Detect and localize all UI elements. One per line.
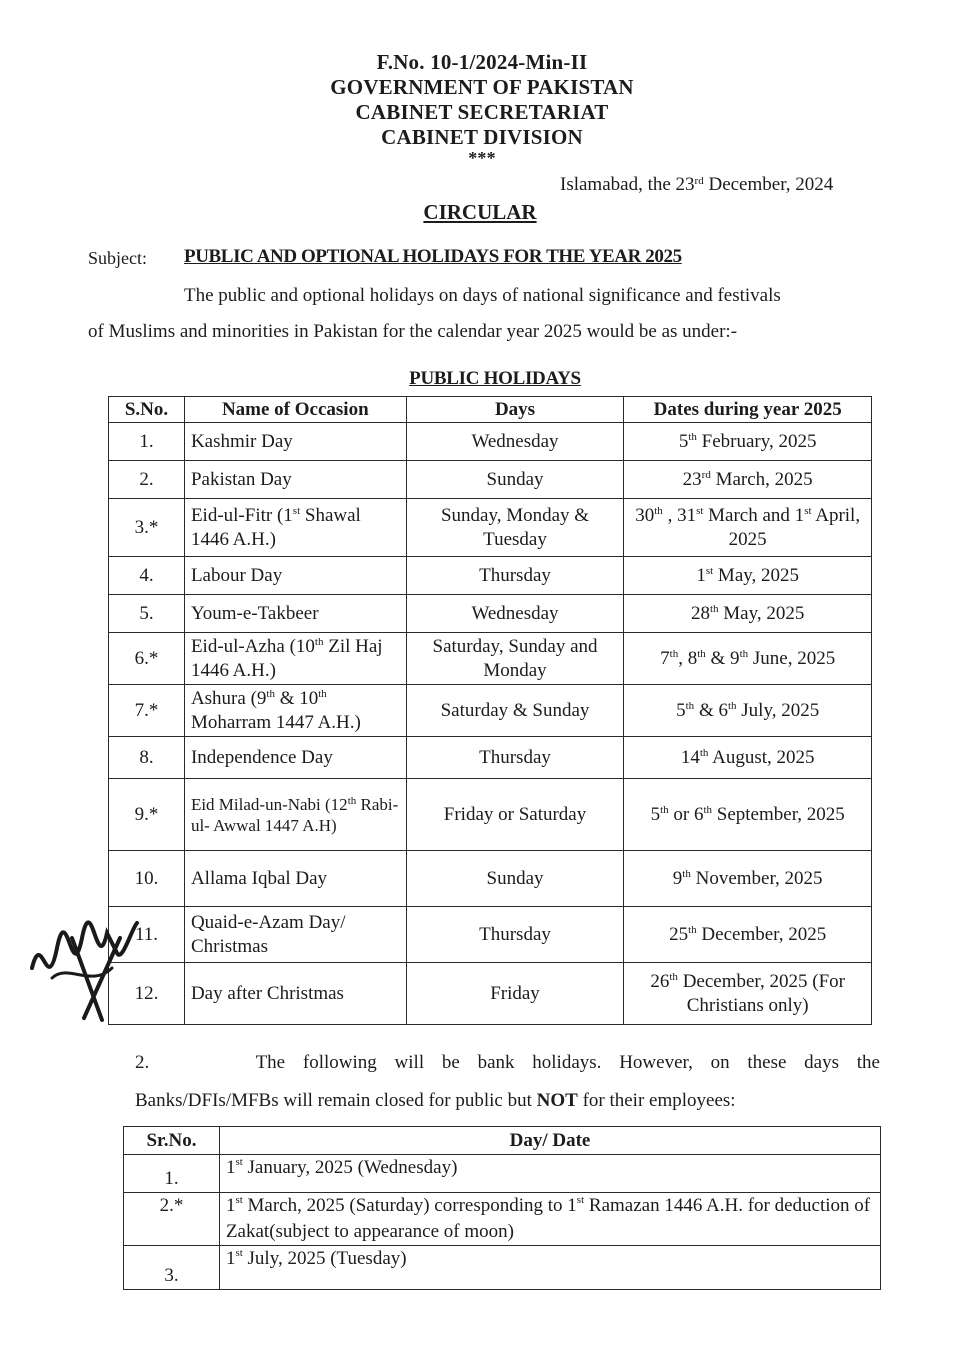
subject-text: PUBLIC AND OPTIONAL HOLIDAYS FOR THE YEAR 2025 <box>184 246 682 267</box>
table-row: 6.* Eid-ul-Azha (10th Zil Haj 1446 A.H.) Saturday, Sunday and Monday 7th, 8th & 9th June, 2025 <box>109 633 872 685</box>
header-day-date: Day/ Date <box>219 1127 880 1155</box>
table-row: 3. 1st July, 2025 (Tuesday) <box>124 1246 881 1290</box>
table-row: 4. Labour Day Thursday 1st May, 2025 <box>109 557 872 595</box>
file-number: F.No. 10-1/2024-Min-II <box>376 50 588 74</box>
table-row: 9.* Eid Milad-un-Nabi (12th Rabi-ul- Awwal 1447 A.H) Friday or Saturday 5th or 6th September, 2025 <box>109 779 872 851</box>
table-row: 2.* 1st March, 2025 (Saturday) corresponding to 1st Ramazan 1446 A.H. for deduction of Zakat(subject to appearance of moon) <box>124 1193 881 1246</box>
handwritten-signature-icon <box>22 908 142 1028</box>
table-row: 7.* Ashura (9th & 10th Moharram 1447 A.H.) Saturday & Sunday 5th & 6th July, 2025 <box>109 685 872 737</box>
table-header-row <box>109 397 872 423</box>
table-header-row <box>124 1127 881 1155</box>
header-occasion: Name of Occasion <box>184 397 406 423</box>
bank-para-line-1: 2. The following will be bank holidays. However, on these days the <box>135 1052 880 1073</box>
header-division: CABINET DIVISION <box>381 125 583 149</box>
header-srno: Sr.No. <box>124 1127 220 1155</box>
public-holidays-title: PUBLIC HOLIDAYS <box>409 368 581 389</box>
table-row: 10. Allama Iqbal Day Sunday 9th November, 2025 <box>109 851 872 907</box>
date-line: Islamabad, the 23rd December, 2024 <box>560 174 834 195</box>
subject-label: Subject: <box>88 248 147 268</box>
table-row: 1. Kashmir Day Wednesday 5th February, 2025 <box>109 423 872 461</box>
circular-title: CIRCULAR <box>423 200 537 224</box>
table-row: 11. Quaid-e-Azam Day/ Christmas Thursday 25th December, 2025 <box>109 907 872 963</box>
table-row: 12. Day after Christmas Friday 26th December, 2025 (For Christians only) <box>109 963 872 1025</box>
table-row: 5. Youm-e-Takbeer Wednesday 28th May, 2025 <box>109 595 872 633</box>
intro-line-2: of Muslims and minorities in Pakistan for the calendar year 2025 would be as under:- <box>88 321 738 342</box>
table-row: 2. Pakistan Day Sunday 23rd March, 2025 <box>109 461 872 499</box>
intro-line-1: The public and optional holidays on days of national significance and festivals <box>184 285 781 306</box>
table-row: 8. Independence Day Thursday 14th August, 2025 <box>109 737 872 779</box>
header-dates: Dates during year 2025 <box>624 397 872 423</box>
bank-holidays-table <box>123 1126 881 1290</box>
header-government: GOVERNMENT OF PAKISTAN <box>330 75 634 99</box>
header-days: Days <box>406 397 624 423</box>
table-row: 1. 1st January, 2025 (Wednesday) <box>124 1155 881 1193</box>
table-row: 3.* Eid-ul-Fitr (1st Shawal 1446 A.H.) Sunday, Monday & Tuesday 30th , 31st March and 1st April, 2025 <box>109 499 872 557</box>
header-sno: S.No. <box>109 397 185 423</box>
bank-para-line-2: Banks/DFIs/MFBs will remain closed for public but NOT for their employees: <box>135 1090 736 1111</box>
public-holidays-table <box>108 396 872 1025</box>
header-secretariat: CABINET SECRETARIAT <box>355 100 609 124</box>
header-stars: *** <box>468 148 496 168</box>
